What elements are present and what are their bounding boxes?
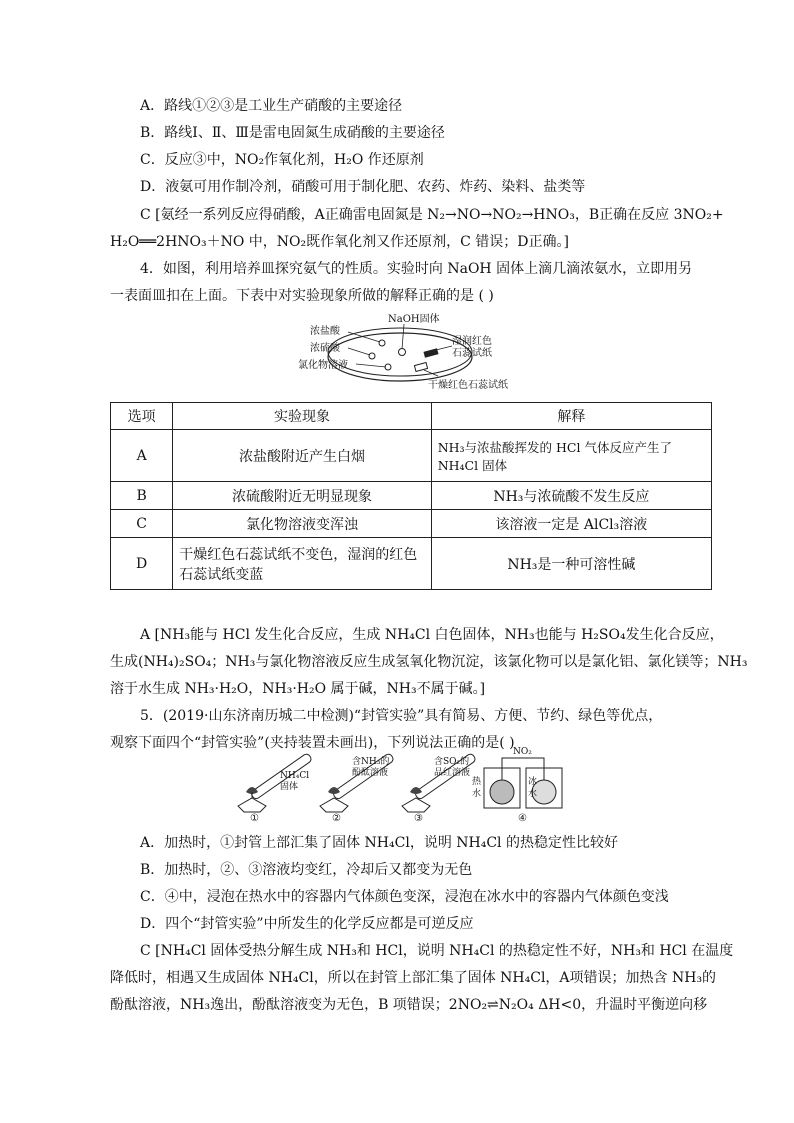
q3-answer-line2: H₂O══2HNO₃＋NO 中，NO₂既作氧化剂又作还原剂，C 错误；D正确。] — [110, 234, 569, 250]
row-explanation: NH₃与浓盐酸挥发的 HCl 气体反应产生了 NH₄Cl 固体 — [431, 430, 711, 482]
table-row — [111, 538, 712, 590]
q4-answer-line1: A [NH₃能与 HCl 发生化合反应，生成 NH₄Cl 白色固体，NH₃也能与 H₂SO₄发生化合反应， — [140, 627, 724, 643]
num-3: ③ — [414, 813, 423, 824]
num-2: ② — [332, 813, 341, 824]
q5-option-a: A．加热时，①封管上部汇集了固体 NH₄Cl，说明 NH₄Cl 的热稳定性比较好 — [140, 835, 618, 851]
q3-option-a: A．路线①②③是工业生产硝酸的主要途径 — [140, 98, 403, 114]
row-explanation: NH₃是一种可溶性碱 — [431, 538, 711, 590]
row-option: D — [111, 538, 173, 590]
q4-answer-line3: 溶于水生成 NH₃·H₂O，NH₃·H₂O 属于碱，NH₃不属于碱。] — [110, 681, 486, 697]
num-1: ① — [250, 813, 259, 824]
q5-option-b: B．加热时，②、③溶液均变红，冷却后又都变为无色 — [140, 862, 473, 878]
q4-stem-line2: 一表面皿扣在上面。下表中对实验现象所做的解释正确的是 ( ) — [110, 288, 494, 304]
label-conc-hcl: 浓盐酸 — [310, 326, 340, 337]
q5-answer-line3: 酚酞溶液，NH₃逸出，酚酞溶液变为无色，B 项错误；2NO₂⇌N₂O₄ ΔH<0，升温时平衡逆向移 — [110, 997, 708, 1013]
label-ice-a: 冰 — [528, 777, 538, 787]
table-row — [111, 430, 712, 482]
q3-option-c: C．反应③中，NO₂作氧化剂，H₂O 作还原剂 — [140, 152, 424, 168]
label-wet-paper-2: 石蕊试纸 — [452, 348, 492, 359]
q4-petri-dish-figure — [290, 312, 520, 394]
t2-label-a: 含NH₃的 — [352, 757, 390, 767]
label-hot-b: 水 — [472, 789, 482, 799]
label-dry-paper: 干燥红色石蕊试纸 — [428, 380, 508, 391]
t1-label-b: 固体 — [280, 782, 299, 792]
row-option: C — [111, 510, 173, 538]
row-explanation: 该溶液一定是 AlCl₃溶液 — [431, 510, 711, 538]
q4-answer-line2: 生成(NH₄)₂SO₄；NH₃与氯化物溶液反应生成氢氧化物沉淀，该氯化物可以是氯化铝、氯化镁等；NH₃ — [110, 654, 748, 670]
label-chloride: 氯化物溶液 — [298, 360, 348, 371]
row-explanation: NH₃与浓硫酸不发生反应 — [431, 482, 711, 510]
q5-option-d: D．四个“封管实验”中所发生的化学反应都是可逆反应 — [140, 916, 474, 932]
q3-answer-line1: C [氨经一系列反应得硝酸，A正确雷电固氮是 N₂→NO→NO₂→HNO₃，B正确在反应 3NO₂+ — [140, 207, 724, 223]
label-no2: NO₂ — [513, 747, 532, 757]
t2-label-b: 酚酞溶液 — [352, 768, 389, 778]
q4-table — [110, 402, 712, 590]
q4-stem-line1: 4．如图，利用培养皿探究氨气的性质。实验时向 NaOH 固体上滴几滴浓氨水，立即用另 — [140, 261, 693, 277]
header-phenomenon: 实验现象 — [173, 403, 431, 430]
q5-stem-line1: 5．(2019·山东济南历城二中检测)“封管实验”具有简易、方便、节约、绿色等优点， — [140, 708, 663, 724]
q3-option-d: D．液氨可用作制冷剂，硝酸可用于制化肥、农药、炸药、染料、盐类等 — [140, 179, 586, 195]
table-row — [111, 510, 712, 538]
q5-answer-line1: C [NH₄Cl 固体受热分解生成 NH₃和 HCl，说明 NH₄Cl 的热稳定性不好，NH₃和 HCl 在温度 — [140, 943, 734, 959]
label-wet-paper-1: 湿润红色 — [452, 336, 492, 347]
num-4: ④ — [518, 813, 527, 824]
row-phenomenon: 干燥红色石蕊试纸不变色，湿润的红色石蕊试纸变蓝 — [173, 538, 431, 590]
header-explanation: 解释 — [431, 403, 711, 430]
label-ice-b: 水 — [528, 789, 538, 799]
table-header-row — [111, 403, 712, 430]
q3-option-b: B．路线Ⅰ、Ⅱ、Ⅲ是雷电固氮生成硝酸的主要途径 — [140, 125, 445, 141]
row-phenomenon: 氯化物溶液变浑浊 — [173, 510, 431, 538]
q5-stem-line2: 观察下面四个“封管实验”(夹持装置未画出)，下列说法正确的是( ) — [110, 735, 515, 751]
t3-label-b: 品红溶液 — [434, 768, 471, 778]
label-conc-h2so4: 浓硫酸 — [310, 343, 340, 354]
row-phenomenon: 浓硫酸附近无明显现象 — [173, 482, 431, 510]
row-option: B — [111, 482, 173, 510]
label-naoh: NaOH固体 — [388, 314, 440, 325]
row-phenomenon: 浓盐酸附近产生白烟 — [173, 430, 431, 482]
t3-label-a: 含SO₂的 — [434, 757, 470, 767]
q5-option-c: C．④中，浸泡在热水中的容器内气体颜色变深，浸泡在冰水中的容器内气体颜色变浅 — [140, 889, 669, 905]
t1-label-a: NH₄Cl — [280, 771, 310, 781]
table-row — [111, 482, 712, 510]
q5-answer-line2: 降低时，相遇又生成固体 NH₄Cl，所以在封管上部汇集了固体 NH₄Cl，A项错误；加热含 NH₃的 — [110, 970, 717, 986]
row-option: A — [111, 430, 173, 482]
q5-sealed-tubes-figure — [228, 744, 568, 824]
header-option: 选项 — [111, 403, 173, 430]
label-hot-a: 热 — [472, 777, 482, 787]
